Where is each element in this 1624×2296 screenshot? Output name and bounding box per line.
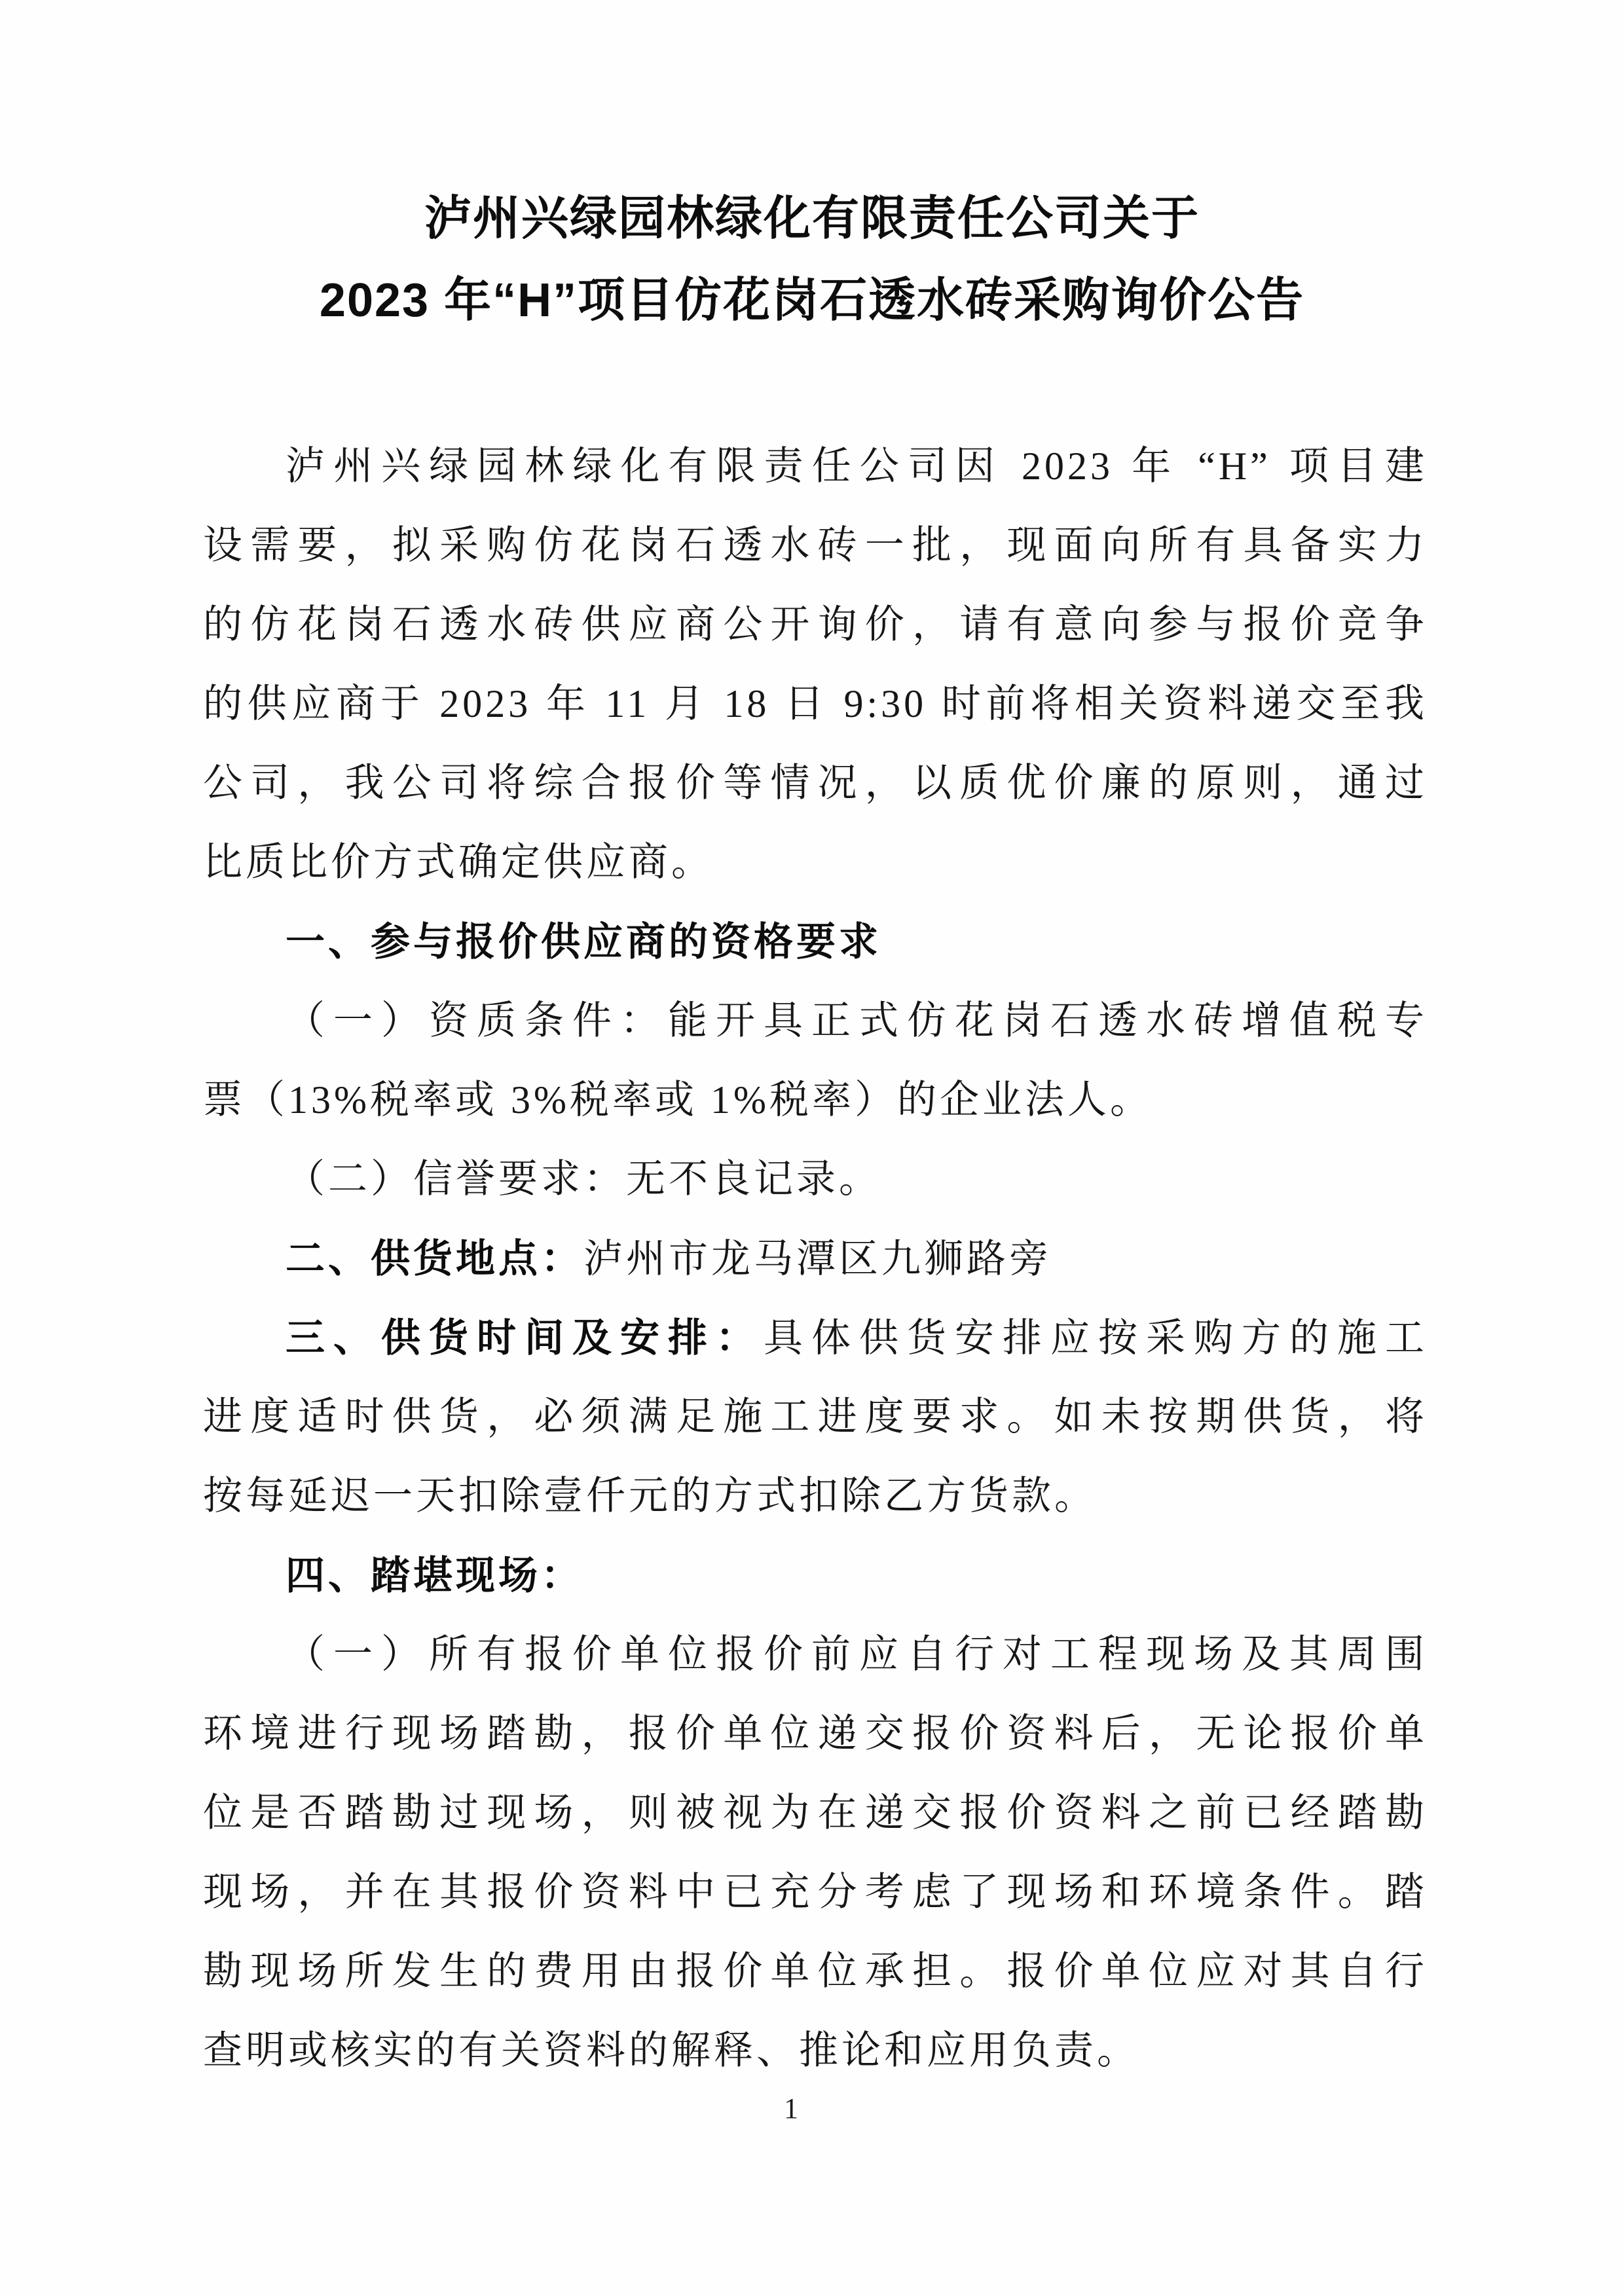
body-line: [203, 585, 1428, 665]
body-line: [203, 1457, 1428, 1536]
body-line: [203, 1932, 1428, 2011]
body-line-text: 设需要，拟采购仿花岗石透水砖一批，现面向所有具备实力: [203, 524, 1428, 567]
section-heading: [203, 902, 1428, 981]
section-heading-line: [203, 1219, 1428, 1298]
body-line: [203, 1694, 1428, 1774]
body-line: [203, 1377, 1428, 1457]
document-title: [0, 178, 1624, 342]
document-body: [203, 427, 1428, 2090]
body-line: [203, 1140, 1428, 1219]
section-heading-text: 四、踏堪现场：: [286, 1554, 583, 1597]
document-title-line-2: 2023 年“H”项目仿花岗石透水砖采购询价公告: [319, 274, 1305, 327]
section-heading-text: 一、参与报价供应商的资格要求: [286, 920, 881, 964]
body-line-text: 泸州市龙马潭区九狮路旁: [583, 1237, 1052, 1281]
body-line-text: 查明或核实的有关资料的解释、推论和应用负责。: [203, 2029, 1139, 2072]
body-line: [203, 1061, 1428, 1140]
body-line-text: 位是否踏勘过现场，则被视为在递交报价资料之前已经踏勘: [203, 1791, 1428, 1834]
section-heading-text: 二、供货地点：: [286, 1237, 583, 1281]
document-title-line-1: 泸州兴绿园林绿化有限责任公司关于: [424, 192, 1200, 245]
body-line: [203, 1615, 1428, 1694]
body-line: [203, 1853, 1428, 1932]
page-number: 1: [784, 2092, 798, 2124]
body-line-text: （一）所有报价单位报价前应自行对工程现场及其周围: [286, 1633, 1428, 1676]
body-line-text: 环境进行现场踏勘，报价单位递交报价资料后，无论报价单: [203, 1712, 1428, 1755]
body-line: [203, 665, 1428, 744]
body-line-text: 泸州兴绿园林绿化有限责任公司因 2023 年 “H” 项目建: [286, 445, 1428, 488]
body-line-text: 的供应商于 2023 年 11 月 18 日 9:30 时前将相关资料递交至我: [203, 682, 1428, 725]
body-line: [203, 1774, 1428, 1853]
body-line-text: 现场，并在其报价资料中已充分考虑了现场和环境条件。踏: [203, 1870, 1428, 1914]
body-line-text: 公司，我公司将综合报价等情况，以质优价廉的原则，通过: [203, 761, 1428, 805]
section-heading: [203, 1536, 1428, 1615]
section-heading-text: 三、供货时间及安排：: [286, 1316, 764, 1360]
section-heading-line: [203, 1298, 1428, 1377]
body-line-text: 进度适时供货，必须满足施工进度要求。如未按期供货，将: [203, 1395, 1428, 1438]
body-line-text: 勘现场所发生的费用由报价单位承担。报价单位应对其自行: [203, 1950, 1428, 1993]
body-line: [203, 981, 1428, 1061]
body-line: [203, 2011, 1428, 2090]
body-line: [203, 427, 1428, 506]
body-line-text: 票（13%税率或 3%税率或 1%税率）的企业法人。: [203, 1078, 1153, 1121]
body-line: [203, 744, 1428, 823]
body-line-text: 比质比价方式确定供应商。: [203, 841, 714, 884]
body-line-text: （二）信誉要求：无不良记录。: [286, 1157, 881, 1201]
body-line: [203, 506, 1428, 585]
body-line-text: （一）资质条件：能开具正式仿花岗石透水砖增值税专: [286, 999, 1428, 1042]
body-line-text: 按每延迟一天扣除壹仟元的方式扣除乙方货款。: [203, 1474, 1097, 1518]
body-line-text: 的仿花岗石透水砖供应商公开询价，请有意向参与报价竞争: [203, 603, 1428, 646]
body-line: [203, 823, 1428, 902]
body-line-text: 具体供货安排应按采购方的施工: [764, 1317, 1428, 1360]
